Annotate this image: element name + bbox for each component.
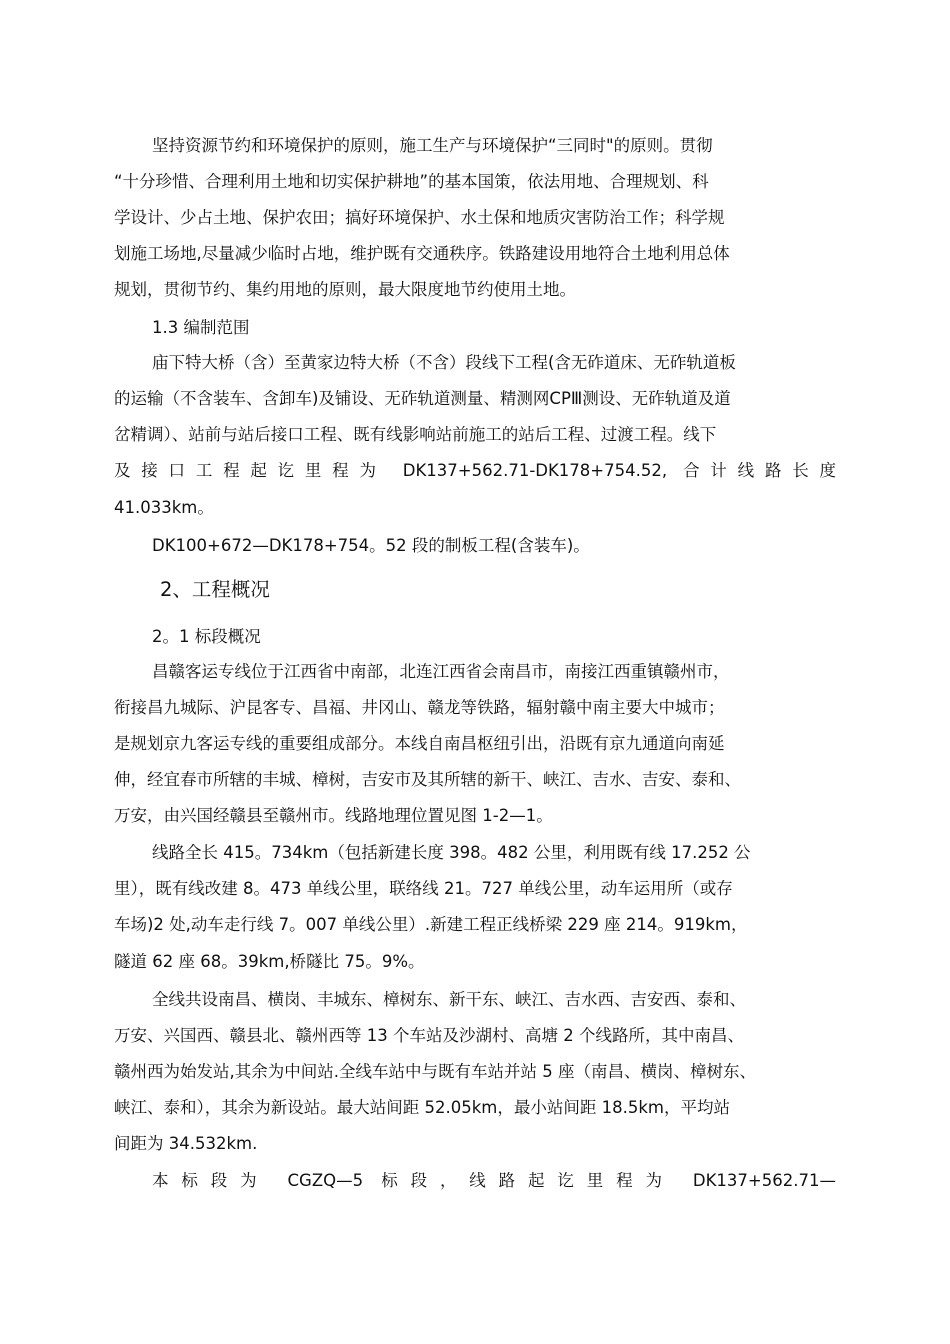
paragraph-1-line-3: 学设计、少占土地、保护农田；搞好环境保护、水土保和地质灾害防治工作；科学规 (114, 208, 725, 227)
section-heading-2: 2、工程概况 (160, 578, 270, 601)
section-heading-1-3: 1.3 编制范围 (152, 318, 250, 337)
paragraph-1-line-2: “十分珍惜、合理利用土地和切实保护耕地”的基本国策，依法用地、合理规划、科 (114, 172, 709, 191)
paragraph-7: 本标段为 CGZQ—5 标段，线路起讫里程为 DK137+562.71— (152, 1171, 836, 1190)
paragraph-6-line-3: 赣州西为始发站,其余为中间站.全线车站中与既有车站并站 5 座（南昌、横岗、樟树东、 (114, 1062, 756, 1081)
paragraph-6-line-5: 间距为 34.532km. (114, 1134, 258, 1153)
paragraph-1-line-5: 规划，贯彻节约、集约用地的原则，最大限度地节约使用土地。 (114, 280, 576, 299)
paragraph-1-line-4: 划施工场地,尽量减少临时占地，维护既有交通秩序。铁路建设用地符合土地利用总体 (114, 244, 730, 263)
paragraph-2-line-2: 的运输（不含装车、含卸车)及铺设、无砟轨道测量、精测网CPⅢ测设、无砟轨道及道 (114, 389, 731, 408)
paragraph-6-line-4: 峡江、泰和），其余为新设站。最大站间距 52.05km，最小站间距 18.5km，平均站 (114, 1098, 730, 1117)
paragraph-4-line-3: 是规划京九客运专线的重要组成部分。本线自南昌枢纽引出，沿既有京九通道向南延 (114, 734, 725, 753)
paragraph-4-line-5: 万安，由兴国经赣县至赣州市。线路地理位置见图 1-2—1。 (114, 806, 553, 825)
paragraph-5-line-1: 线路全长 415。734km（包括新建长度 398。482 公里，利用既有线 17.252 公 (152, 843, 751, 862)
paragraph-2-line-5: 41.033km。 (114, 498, 214, 517)
paragraph-3: DK100+672—DK178+754。52 段的制板工程(含装车)。 (152, 536, 590, 555)
paragraph-5-line-2: 里），既有线改建 8。473 单线公里，联络线 21。727 单线公里，动车运用所（或存 (114, 879, 733, 898)
paragraph-4-line-1: 昌赣客运专线位于江西省中南部，北连江西省会南昌市，南接江西重镇赣州市， (152, 662, 730, 681)
paragraph-2-line-3: 岔精调）、站前与站后接口工程、既有线影响站前施工的站后工程、过渡工程。线下 (114, 425, 717, 444)
section-heading-2-1: 2。1 标段概况 (152, 627, 261, 646)
paragraph-5-line-3: 车场)2 处,动车走行线 7。007 单线公里）.新建工程正线桥梁 229 座 214。919km， (114, 915, 748, 934)
paragraph-5-line-4: 隧道 62 座 68。39km,桥隧比 75。9%。 (114, 952, 425, 971)
paragraph-4-line-2: 衔接昌九城际、沪昆客专、昌福、井冈山、赣龙等铁路，辐射赣中南主要大中城市； (114, 698, 725, 717)
paragraph-4-line-4: 伸，经宜春市所辖的丰城、樟树，吉安市及其所辖的新干、峡江、吉水、吉安、泰和、 (114, 770, 741, 789)
paragraph-2-line-4: 及接口工程起讫里程为 DK137+562.71-DK178+754.52, 合计线路长度 (114, 461, 836, 480)
paragraph-6-line-2: 万安、兴国西、赣县北、赣州西等 13 个车站及沙湖村、高塘 2 个线路所，其中南昌、 (114, 1026, 744, 1045)
paragraph-6-line-1: 全线共设南昌、横岗、丰城东、樟树东、新干东、峡江、吉水西、吉安西、泰和、 (152, 990, 746, 1009)
paragraph-2-line-1: 庙下特大桥（含）至黄家边特大桥（不含）段线下工程(含无砟道床、无砟轨道板 (152, 353, 736, 372)
paragraph-1-line-1: 坚持资源节约和环境保护的原则，施工生产与环境保护“三同时"的原则。贯彻 (152, 136, 713, 155)
